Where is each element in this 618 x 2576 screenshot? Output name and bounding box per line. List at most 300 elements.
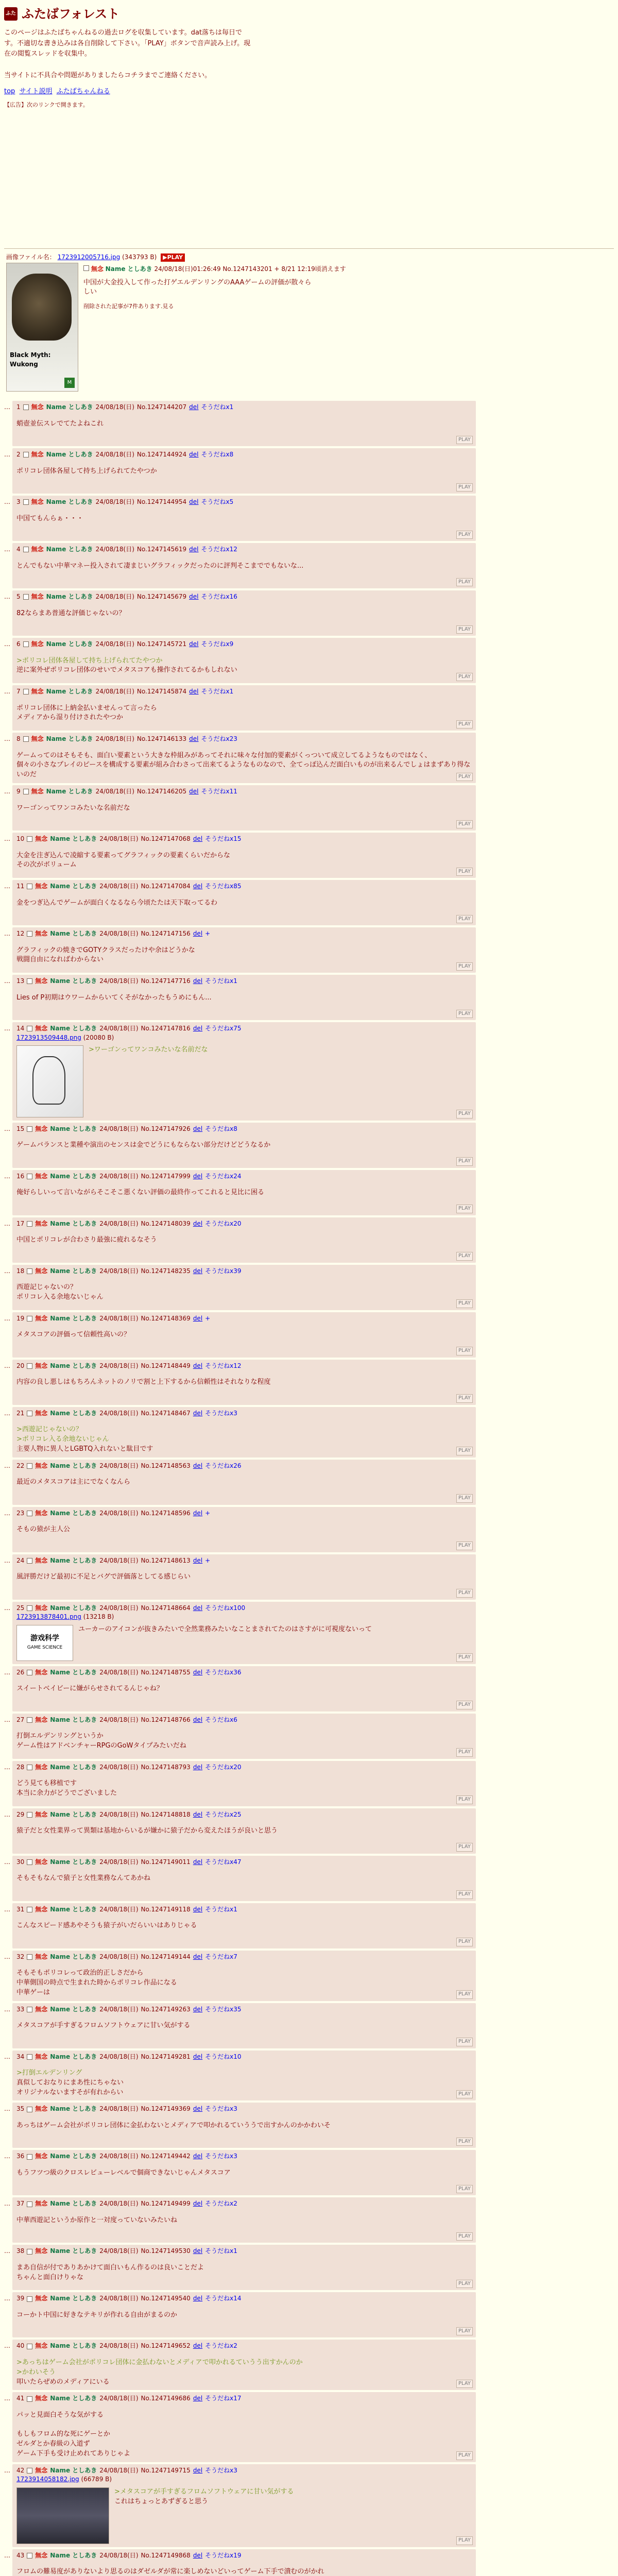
reply-name: Name としあき xyxy=(50,1668,97,1676)
play-button[interactable]: PLAY xyxy=(456,1157,473,1166)
reply-checkbox[interactable] xyxy=(27,2296,32,2302)
reply-header xyxy=(16,1716,471,1724)
play-button[interactable]: PLAY xyxy=(456,436,473,445)
reply-del-link[interactable]: del xyxy=(193,1362,203,1369)
reply-checkbox[interactable] xyxy=(27,931,32,937)
reply-del-link[interactable]: del xyxy=(189,451,199,459)
reply-checkbox[interactable] xyxy=(27,2054,32,2060)
reply-number: 15 xyxy=(16,1125,25,1132)
reply-checkbox[interactable] xyxy=(27,1605,32,1611)
reply-date: 24/08/18(日) xyxy=(95,735,134,743)
site-logo[interactable]: ふた xyxy=(4,7,18,21)
reply-marker: … xyxy=(4,930,10,938)
reply-date: 24/08/18(日) xyxy=(99,1509,139,1517)
reply-line: 西遊記じゃないの？ xyxy=(16,1283,77,1292)
reply-checkbox[interactable] xyxy=(27,1126,32,1132)
play-button[interactable]: PLAY xyxy=(456,1299,473,1308)
op-line: しい xyxy=(83,288,97,296)
reply-file-link[interactable]: 1723913509448.png xyxy=(16,1033,81,1041)
reply-sodane[interactable]: そうだねx5 xyxy=(201,498,234,506)
reply-date: 24/08/18(日) xyxy=(99,1462,139,1469)
reply-checkbox[interactable] xyxy=(27,884,32,889)
reply-del-link[interactable]: del xyxy=(193,977,203,985)
play-button[interactable]: PLAY xyxy=(456,720,473,729)
reply-sodane[interactable]: そうだねx15 xyxy=(205,835,242,843)
play-button[interactable]: PLAY xyxy=(456,1843,473,1852)
play-button[interactable]: PLAY xyxy=(456,2536,473,2545)
reply-sodane[interactable]: そうだねx1 xyxy=(201,688,234,696)
reply-del-link[interactable]: del xyxy=(193,2551,203,2559)
reply-del-link[interactable]: del xyxy=(189,688,199,696)
reply-sodane[interactable]: そうだねx9 xyxy=(201,640,234,648)
reply-post xyxy=(12,2340,476,2390)
reply-subject: 無念 xyxy=(35,930,48,938)
play-button[interactable]: PLAY xyxy=(456,2232,473,2241)
play-button[interactable]: PLAY xyxy=(456,2380,473,2388)
reply-header xyxy=(16,2294,471,2303)
reply-row xyxy=(4,448,614,494)
reply-number: 34 xyxy=(16,2053,25,2060)
reply-checkbox[interactable] xyxy=(27,2553,32,2558)
op-line: 中国が大金投入して作った打ゲエルデンリングのAAAゲームの評価が散々ら xyxy=(83,278,312,286)
reply-marker: … xyxy=(4,1025,10,1032)
play-button[interactable]: PLAY xyxy=(456,625,473,634)
reply-checkbox[interactable] xyxy=(27,2201,32,2207)
reply-text xyxy=(16,1525,471,1535)
reply-checkbox[interactable] xyxy=(23,789,29,794)
play-button[interactable]: PLAY xyxy=(456,1541,473,1550)
reply-sodane[interactable]: そうだねx8 xyxy=(201,451,234,459)
reply-text xyxy=(16,2121,471,2131)
reply-header xyxy=(16,1810,471,1819)
reply-del-link[interactable]: del xyxy=(193,2053,203,2060)
reply-del-link[interactable]: del xyxy=(193,2295,203,2302)
reply-sodane[interactable]: そうだねx3 xyxy=(205,2153,237,2160)
reply-checkbox[interactable] xyxy=(27,1859,32,1865)
reply-text xyxy=(16,1235,471,1245)
op-row xyxy=(6,263,612,392)
play-button[interactable]: PLAY xyxy=(456,1205,473,1213)
reply-sodane[interactable]: そうだねx47 xyxy=(205,1858,242,1866)
reply-checkbox[interactable] xyxy=(27,1765,32,1770)
reply-no: No.1247149281 xyxy=(141,2053,191,2060)
play-button[interactable]: PLAY xyxy=(456,1653,473,1662)
reply-sodane[interactable]: + xyxy=(205,1314,211,1322)
reply-checkbox[interactable] xyxy=(23,641,29,647)
reply-checkbox[interactable] xyxy=(23,547,29,552)
reply-header xyxy=(16,1409,471,1418)
reply-sodane[interactable]: そうだねx12 xyxy=(205,1362,242,1369)
reply-line: もしもフロム的な死にゲーとか xyxy=(16,2430,111,2438)
reply-header xyxy=(16,1604,471,1613)
reply-del-link[interactable]: del xyxy=(193,2105,203,2113)
reply-date: 24/08/18(日) xyxy=(99,1556,139,1564)
op-thumbnail[interactable] xyxy=(6,263,78,392)
reply-date: 24/08/18(日) xyxy=(95,640,134,648)
reply-del-link[interactable]: del xyxy=(193,1509,203,1517)
play-button[interactable]: PLAY xyxy=(456,1347,473,1355)
reply-number: 37 xyxy=(16,2200,25,2208)
play-button[interactable]: PLAY xyxy=(456,2038,473,2046)
reply-number: 26 xyxy=(16,1668,25,1676)
reply-row xyxy=(4,1217,614,1263)
reply-del-link[interactable]: del xyxy=(193,1267,203,1275)
reply-checkbox[interactable] xyxy=(27,2396,32,2402)
reply-checkbox[interactable] xyxy=(27,1907,32,1912)
reply-header xyxy=(16,735,471,743)
reply-text xyxy=(16,704,471,723)
reply-text xyxy=(16,1874,471,1884)
reply-row xyxy=(4,975,614,1020)
reply-sodane[interactable]: そうだねx17 xyxy=(205,2395,242,2402)
op-checkbox[interactable] xyxy=(83,265,89,271)
reply-date: 24/08/18(日) xyxy=(99,1314,139,1322)
reply-subject: 無念 xyxy=(31,451,44,459)
reply-number: 8 xyxy=(16,735,21,743)
reply-name: Name としあき xyxy=(50,1314,97,1322)
reply-number: 19 xyxy=(16,1314,25,1322)
play-button[interactable]: PLAY xyxy=(456,673,473,682)
play-button[interactable]: PLAY xyxy=(456,2185,473,2194)
reply-checkbox[interactable] xyxy=(27,2107,32,2112)
play-button[interactable]: PLAY xyxy=(456,1589,473,1598)
reply-name: Name としあき xyxy=(50,2551,97,2559)
reply-sodane[interactable]: そうだねx26 xyxy=(205,1462,242,1469)
reply-checkbox[interactable] xyxy=(27,1411,32,1416)
play-button[interactable]: PLAY xyxy=(456,578,473,587)
reply-del-link[interactable]: del xyxy=(193,1172,203,1180)
reply-del-link[interactable]: del xyxy=(193,1858,203,1866)
reply-no: No.1247149263 xyxy=(141,2005,191,2013)
reply-sodane[interactable]: そうだねx2 xyxy=(205,2342,237,2350)
reply-thumbnail[interactable] xyxy=(16,1045,83,1117)
reply-post xyxy=(12,1808,476,1854)
play-button[interactable]: PLAY xyxy=(456,1795,473,1804)
reply-header xyxy=(16,1556,471,1565)
reply-del-link[interactable]: del xyxy=(193,2153,203,2160)
reply-date: 24/08/18(日) xyxy=(99,2342,139,2350)
reply-sodane[interactable]: そうだねx3 xyxy=(205,2466,237,2474)
play-button[interactable]: PLAY xyxy=(456,1447,473,1455)
reply-text xyxy=(16,2216,471,2226)
reply-checkbox[interactable] xyxy=(27,836,32,842)
reply-del-link[interactable]: del xyxy=(193,1810,203,1818)
reply-row xyxy=(4,2464,614,2547)
reply-text xyxy=(16,804,471,814)
reply-del-link[interactable]: del xyxy=(189,403,199,411)
play-button[interactable]: PLAY xyxy=(456,1110,473,1118)
reply-del-link[interactable]: del xyxy=(189,788,199,795)
reply-checkbox[interactable] xyxy=(27,1363,32,1369)
reply-del-link[interactable]: del xyxy=(193,1314,203,1322)
reply-subject: 無念 xyxy=(35,2053,48,2060)
reply-checkbox[interactable] xyxy=(27,2154,32,2160)
reply-number: 31 xyxy=(16,1905,25,1913)
reply-sodane[interactable]: + xyxy=(205,1509,211,1517)
reply-file-link[interactable]: 1723914058182.jpg xyxy=(16,2476,79,2483)
play-button[interactable]: PLAY xyxy=(456,483,473,492)
reply-quote: >西遊記じゃないの？ xyxy=(16,1426,82,1434)
play-button[interactable]: PLAY xyxy=(456,868,473,876)
reply-sodane[interactable]: そうだねx20 xyxy=(205,1763,242,1771)
reply-checkbox[interactable] xyxy=(23,452,29,457)
nav-futaba-link[interactable]: ふたばちゃんねる xyxy=(56,88,110,96)
reply-checkbox[interactable] xyxy=(27,2249,32,2255)
reply-checkbox[interactable] xyxy=(27,2007,32,2012)
reply-del-link[interactable]: del xyxy=(193,930,203,938)
reply-checkbox[interactable] xyxy=(23,689,29,694)
reply-sodane[interactable]: そうだねx1 xyxy=(205,2247,237,2255)
nav-about-link[interactable]: サイト説明 xyxy=(19,88,53,96)
reply-subject: 無念 xyxy=(35,1905,48,1913)
reply-no: No.1247148596 xyxy=(141,1509,191,1517)
reply-checkbox[interactable] xyxy=(23,736,29,742)
reply-line: とんでもない中華マネー投入されて凄まじいグラフィックだったのに評判そこまででもないな... xyxy=(16,562,304,570)
op-deleted-note[interactable]: 削除された記事が7件あります.見る xyxy=(83,303,174,310)
reply-sodane[interactable]: そうだねx75 xyxy=(205,1025,242,1032)
play-button[interactable]: PLAY xyxy=(456,1890,473,1899)
reply-no: No.1247149369 xyxy=(141,2105,191,2113)
play-button[interactable]: PLAY xyxy=(456,1701,473,1709)
reply-del-link[interactable]: del xyxy=(189,498,199,506)
reply-sodane[interactable]: そうだねx12 xyxy=(201,546,237,553)
reply-subject: 無念 xyxy=(35,1604,48,1612)
reply-checkbox[interactable] xyxy=(27,2468,32,2473)
reply-thumbnail[interactable] xyxy=(16,2487,109,2544)
reply-header xyxy=(16,592,471,601)
play-button[interactable]: PLAY xyxy=(456,2280,473,2289)
reply-line: メディアから湿り付けされたやつか xyxy=(16,714,123,722)
reply-del-link[interactable]: del xyxy=(193,1716,203,1723)
reply-text xyxy=(16,419,471,429)
reply-subject: 無念 xyxy=(35,1810,48,1818)
reply-marker: … xyxy=(4,546,10,553)
reply-thumbnail[interactable] xyxy=(16,1625,73,1661)
reply-checkbox[interactable] xyxy=(27,1511,32,1516)
play-button[interactable]: PLAY xyxy=(456,1394,473,1403)
reply-name: Name としあき xyxy=(50,1172,97,1180)
reply-no: No.1247149530 xyxy=(141,2247,191,2255)
reply-del-link[interactable]: del xyxy=(189,546,199,553)
reply-sodane[interactable]: そうだねx1 xyxy=(205,977,237,985)
reply-checkbox[interactable] xyxy=(27,1463,32,1469)
reply-image-row xyxy=(16,2487,471,2544)
play-button[interactable]: PLAY xyxy=(456,1252,473,1261)
reply-subject: 無念 xyxy=(31,498,44,506)
reply-del-link[interactable]: del xyxy=(193,835,203,843)
play-button[interactable]: PLAY xyxy=(456,1990,473,1999)
reply-sodane[interactable]: そうだねx24 xyxy=(205,1172,242,1180)
reply-post xyxy=(12,1903,476,1948)
reply-sodane[interactable]: そうだねx1 xyxy=(201,403,234,411)
reply-no: No.1247146133 xyxy=(136,735,187,743)
reply-checkbox[interactable] xyxy=(27,978,32,984)
reply-subject: 無念 xyxy=(35,2342,48,2350)
reply-del-link[interactable]: del xyxy=(193,2466,203,2474)
reply-no: No.1247148467 xyxy=(141,1409,191,1417)
reply-checkbox[interactable] xyxy=(23,404,29,410)
reply-marker: … xyxy=(4,1953,10,1960)
reply-del-link[interactable]: del xyxy=(193,1763,203,1771)
reply-del-link[interactable]: del xyxy=(189,735,199,743)
reply-file-link[interactable]: 1723913878401.png xyxy=(16,1613,81,1621)
reply-sodane[interactable]: そうだねx7 xyxy=(205,1953,237,1960)
reply-post xyxy=(12,1666,476,1711)
reply-name: Name としあき xyxy=(50,1763,97,1771)
reply-checkbox[interactable] xyxy=(27,2344,32,2349)
play-button[interactable]: PLAY xyxy=(456,1494,473,1503)
op-stats: + 8/21 12:19頃消えます xyxy=(274,265,346,273)
reply-sodane[interactable]: そうだねx8 xyxy=(205,1125,237,1132)
reply-checkbox[interactable] xyxy=(27,1954,32,1960)
reply-checkbox[interactable] xyxy=(27,1221,32,1227)
reply-post xyxy=(12,2197,476,2243)
reply-checkbox[interactable] xyxy=(23,594,29,600)
reply-del-link[interactable]: del xyxy=(193,1025,203,1032)
play-button[interactable]: PLAY xyxy=(456,2451,473,2460)
reply-del-link[interactable]: del xyxy=(193,2200,203,2208)
reply-del-link[interactable]: del xyxy=(193,1668,203,1676)
reply-line: 叩いたらぜめのメディアにいる xyxy=(16,2378,110,2386)
reply-line: ゼルダとか春級の入道ず xyxy=(16,2440,90,2448)
play-button[interactable]: PLAY xyxy=(456,1748,473,1757)
reply-subject: 無念 xyxy=(35,2200,48,2208)
play-button[interactable]: PLAY xyxy=(456,962,473,971)
reply-sodane[interactable]: そうだねx11 xyxy=(201,788,237,795)
reply-checkbox[interactable] xyxy=(27,1717,32,1723)
reply-header xyxy=(16,1125,471,1133)
reply-no: No.1247149499 xyxy=(141,2200,191,2208)
reply-sodane[interactable]: そうだねx35 xyxy=(205,2005,242,2013)
reply-name: Name としあき xyxy=(50,1025,97,1032)
reply-subject: 無念 xyxy=(35,1267,48,1275)
reply-sodane[interactable]: そうだねx19 xyxy=(205,2551,242,2559)
reply-row xyxy=(4,1170,614,1215)
reply-sodane[interactable]: + xyxy=(205,930,211,938)
reply-sodane[interactable]: そうだねx10 xyxy=(205,2053,242,2060)
reply-marker: … xyxy=(4,1362,10,1369)
reply-sodane[interactable]: そうだねx3 xyxy=(205,2105,237,2113)
play-button[interactable]: PLAY xyxy=(456,2138,473,2146)
reply-checkbox[interactable] xyxy=(27,1316,32,1321)
reply-sodane[interactable]: そうだねx1 xyxy=(205,1905,237,1913)
reply-no: No.1247149540 xyxy=(141,2295,191,2302)
reply-del-link[interactable]: del xyxy=(193,1409,203,1417)
reply-date: 24/08/18(日) xyxy=(99,2247,139,2255)
reply-sodane[interactable]: そうだねx6 xyxy=(205,1716,237,1723)
reply-sodane[interactable]: そうだねx16 xyxy=(201,593,237,601)
reply-post xyxy=(12,685,476,731)
reply-number: 35 xyxy=(16,2105,25,2113)
reply-post xyxy=(12,1170,476,1215)
reply-checkbox[interactable] xyxy=(27,1268,32,1274)
reply-sodane[interactable]: そうだねx20 xyxy=(205,1219,242,1227)
reply-del-link[interactable]: del xyxy=(189,593,199,601)
reply-text xyxy=(16,1330,471,1340)
play-button[interactable]: PLAY xyxy=(456,1010,473,1019)
reply-post xyxy=(12,1265,476,1310)
play-button[interactable]: PLAY xyxy=(456,531,473,539)
reply-row xyxy=(4,1123,614,1168)
reply-del-link[interactable]: del xyxy=(193,1125,203,1132)
play-button[interactable]: PLAY xyxy=(456,915,473,924)
reply-sodane[interactable]: そうだねx23 xyxy=(201,735,237,743)
reply-no: No.1247148369 xyxy=(141,1314,191,1322)
reply-del-link[interactable]: del xyxy=(193,1219,203,1227)
reply-post xyxy=(12,1123,476,1168)
reply-del-link[interactable]: del xyxy=(193,1953,203,1960)
play-button[interactable]: PLAY xyxy=(456,773,473,782)
reply-del-link[interactable]: del xyxy=(193,1604,203,1612)
reply-header xyxy=(16,2466,471,2475)
site-title[interactable]: ふたばフォレスト xyxy=(22,6,120,21)
reply-sodane[interactable]: + xyxy=(205,1556,211,1564)
reply-name: Name としあき xyxy=(50,1125,97,1132)
play-button[interactable]: PLAY xyxy=(456,2090,473,2099)
reply-sodane[interactable]: そうだねx14 xyxy=(205,2295,242,2302)
reply-del-link[interactable]: del xyxy=(193,2247,203,2255)
reply-number: 3 xyxy=(16,498,21,506)
reply-header xyxy=(16,1905,471,1914)
op-play-tag[interactable]: ▶PLAY xyxy=(161,253,185,262)
op-thumb-art xyxy=(12,274,72,341)
reply-sodane[interactable]: そうだねx85 xyxy=(205,883,242,890)
reply-line: もうフツつ級のクロスレビューレベルで個商できないじゃんメタスコア xyxy=(16,2168,231,2177)
reply-date: 24/08/18(日) xyxy=(99,1716,139,1723)
reply-del-link[interactable]: del xyxy=(193,883,203,890)
op-file-link[interactable]: 1723912005716.jpg xyxy=(57,253,121,261)
reply-name: Name としあき xyxy=(50,1905,97,1913)
reply-checkbox[interactable] xyxy=(27,1670,32,1675)
nav-top-link[interactable]: top xyxy=(4,88,15,96)
reply-date: 24/08/18(日) xyxy=(99,1905,139,1913)
reply-sodane[interactable]: そうだねx36 xyxy=(205,1668,242,1676)
reply-del-link[interactable]: del xyxy=(193,1905,203,1913)
reply-marker: … xyxy=(4,1716,10,1723)
reply-checkbox[interactable] xyxy=(27,1558,32,1564)
reply-number: 18 xyxy=(16,1267,25,1275)
play-button[interactable]: PLAY xyxy=(456,820,473,829)
op-file-meta: (343793 B) xyxy=(122,253,157,261)
reply-checkbox[interactable] xyxy=(27,1026,32,1031)
reply-del-link[interactable]: del xyxy=(193,1556,203,1564)
reply-line: ポリコレ入る余地ないじゃん xyxy=(16,1293,104,1301)
play-button[interactable]: PLAY xyxy=(456,2327,473,2336)
reply-del-link[interactable]: del xyxy=(193,2395,203,2402)
reply-number: 7 xyxy=(16,688,21,696)
reply-del-link[interactable]: del xyxy=(193,2342,203,2350)
reply-post xyxy=(12,401,476,446)
reply-text xyxy=(16,2069,471,2098)
reply-sodane[interactable]: そうだねx25 xyxy=(205,1810,242,1818)
reply-row xyxy=(4,1312,614,1358)
reply-post xyxy=(12,1714,476,1759)
reply-name: Name としあき xyxy=(50,2053,97,2060)
play-button[interactable]: PLAY xyxy=(456,1938,473,1946)
reply-del-link[interactable]: del xyxy=(189,640,199,648)
reply-sodane[interactable]: そうだねx3 xyxy=(205,1409,237,1417)
ad-space xyxy=(4,109,614,248)
reply-line: 猿子だと女性業界って異類は基地からいるが嫌かに猿子だから変えたほうが良いと思う xyxy=(16,1826,278,1835)
reply-del-link[interactable]: del xyxy=(193,2005,203,2013)
reply-sodane[interactable]: そうだねx39 xyxy=(205,1267,242,1275)
reply-checkbox[interactable] xyxy=(23,499,29,505)
reply-sodane[interactable]: そうだねx100 xyxy=(205,1604,246,1612)
reply-checkbox[interactable] xyxy=(27,1812,32,1818)
reply-sodane[interactable]: そうだねx2 xyxy=(205,2200,237,2208)
reply-checkbox[interactable] xyxy=(27,1174,32,1179)
reply-del-link[interactable]: del xyxy=(193,1462,203,1469)
